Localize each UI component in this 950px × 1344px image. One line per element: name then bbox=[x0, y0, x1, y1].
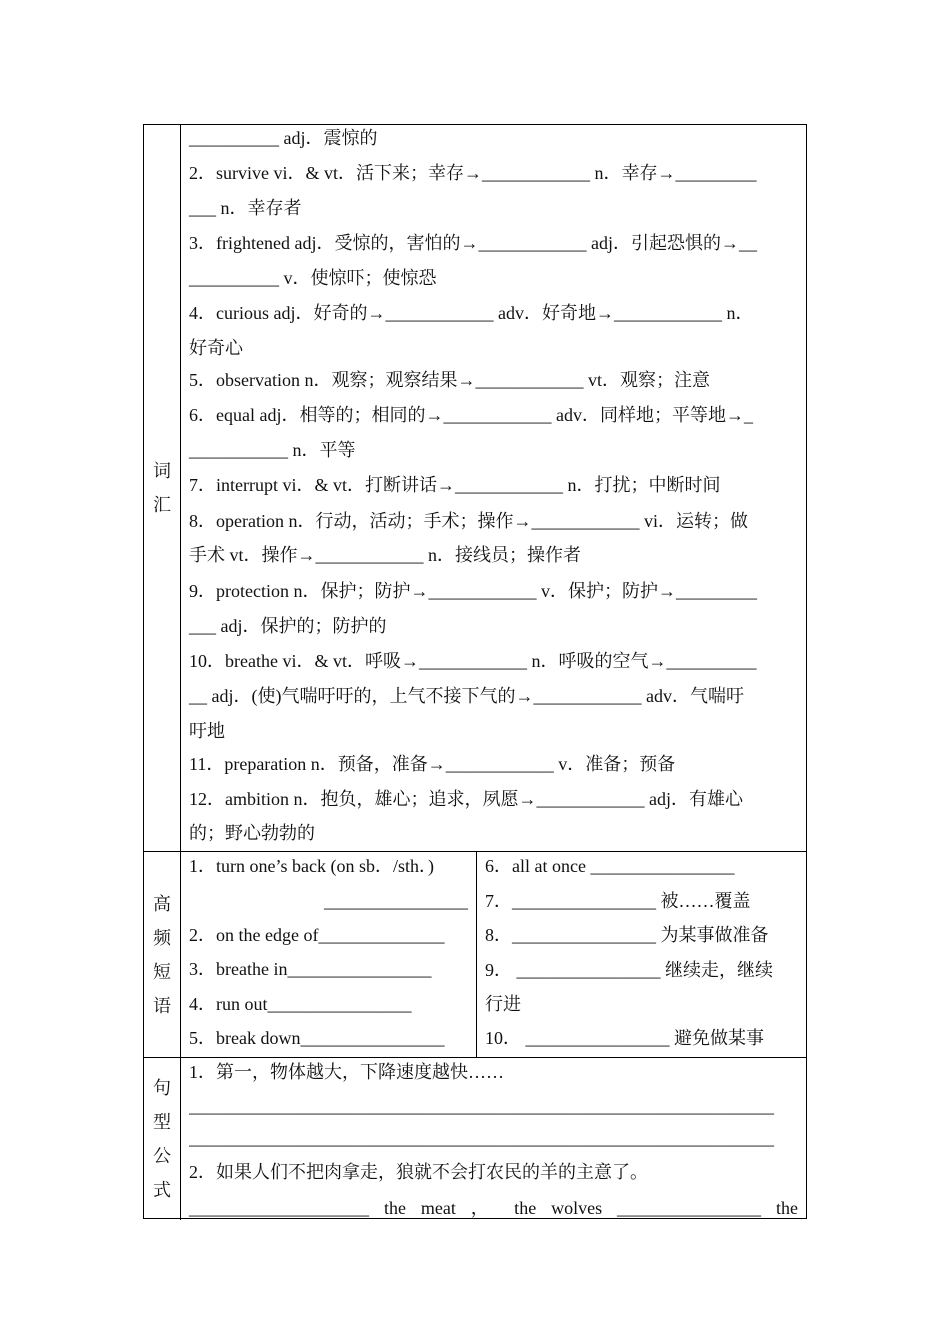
vocab-line: 5．observation n．观察；观察结果→____________ vt．观察；注意 bbox=[189, 370, 710, 390]
vocab-line: 好奇心 bbox=[189, 338, 243, 358]
answer-blank: _________________________________________________________________ bbox=[189, 1096, 774, 1116]
sentences-content bbox=[181, 1058, 806, 1220]
phrase-item: 10． ________________ 避免做某事 bbox=[485, 1028, 764, 1048]
vocab-line: __________ adj．震惊的 bbox=[189, 128, 378, 148]
vocab-content bbox=[181, 125, 806, 851]
phrase-item: 4．run out________________ bbox=[189, 994, 412, 1014]
phrase-item: 9． ________________ 继续走，继续 bbox=[485, 960, 773, 980]
vocab-line: 10．breathe vi．& vt．呼吸→____________ n．呼吸的空气→__________ bbox=[189, 651, 757, 671]
phrase-item: 7．________________ 被……覆盖 bbox=[485, 891, 751, 911]
phrases-right-column bbox=[477, 852, 806, 1057]
answer-blank: _________________________________________________________________ bbox=[189, 1128, 774, 1148]
worksheet-table bbox=[143, 124, 807, 1219]
phrases-label-cell bbox=[144, 852, 181, 1057]
sentences-section bbox=[144, 1058, 806, 1220]
vocab-line: __________ v．使惊吓；使惊恐 bbox=[189, 268, 437, 288]
sentence-fill: ____________________ the meat ， the wolves ________________ the bbox=[189, 1198, 798, 1218]
vocab-line: 6．equal adj．相等的；相同的→____________ adv．同样地；平等地→_ bbox=[189, 405, 753, 425]
phrase-item: 2．on the edge of______________ bbox=[189, 925, 445, 945]
vocab-line: ___ adj．保护的；防护的 bbox=[189, 616, 387, 636]
vocab-line: ___________ n．平等 bbox=[189, 440, 356, 460]
phrase-item: ________________ bbox=[324, 891, 468, 911]
phrase-item: 6．all at once ________________ bbox=[485, 856, 735, 876]
vocab-line: 4．curious adj．好奇的→____________ adv．好奇地→____________ n． bbox=[189, 303, 754, 323]
sentence-prompt: 1．第一，物体越大，下降速度越快…… bbox=[189, 1062, 504, 1082]
vocab-line: 7．interrupt vi．& vt．打断讲话→____________ n．打扰；中断时间 bbox=[189, 475, 721, 495]
vocab-line: 9．protection n．保护；防护→____________ v．保护；防护→_________ bbox=[189, 581, 757, 601]
sentence-prompt: 2．如果人们不把肉拿走，狼就不会打农民的羊的主意了。 bbox=[189, 1162, 648, 1182]
sentences-label: 句型公式 bbox=[153, 1078, 171, 1200]
phrases-left-column bbox=[181, 852, 477, 1057]
vocab-line: 吁地 bbox=[189, 721, 225, 741]
vocab-line: 11．preparation n．预备，准备→____________ v．准备；预备 bbox=[189, 754, 676, 774]
phrases-label: 高频短语 bbox=[153, 893, 171, 1016]
vocab-line: 的；野心勃勃的 bbox=[189, 823, 315, 843]
vocab-label: 词汇 bbox=[153, 461, 171, 515]
vocab-label-cell bbox=[144, 125, 181, 851]
vocab-line: 手术 vt．操作→____________ n．接线员；操作者 bbox=[189, 545, 581, 565]
phrase-item: 行进 bbox=[485, 994, 521, 1014]
vocab-section bbox=[144, 125, 806, 852]
vocab-line: __ adj．(使)气喘吁吁的，上气不接下气的→____________ adv．气喘吁 bbox=[189, 686, 744, 706]
vocab-line: ___ n．幸存者 bbox=[189, 198, 302, 218]
vocab-line: 2．survive vi．& vt．活下来；幸存→____________ n．幸存→_________ bbox=[189, 163, 757, 183]
phrase-item: 1．turn one’s back (on sb．/sth．) bbox=[189, 856, 434, 876]
phrases-section bbox=[144, 852, 806, 1058]
phrase-item: 3．breathe in________________ bbox=[189, 959, 432, 979]
phrase-item: 8．________________ 为某事做准备 bbox=[485, 925, 769, 945]
sentences-label-cell bbox=[144, 1058, 181, 1220]
phrase-item: 5．break down________________ bbox=[189, 1028, 445, 1048]
vocab-line: 3．frightened adj．受惊的，害怕的→____________ adj．引起恐惧的→__ bbox=[189, 233, 757, 253]
vocab-line: 8．operation n．行动，活动；手术；操作→____________ vi．运转；做 bbox=[189, 511, 748, 531]
vocab-line: 12．ambition n．抱负，雄心；追求，夙愿→____________ adj．有雄心 bbox=[189, 789, 743, 809]
